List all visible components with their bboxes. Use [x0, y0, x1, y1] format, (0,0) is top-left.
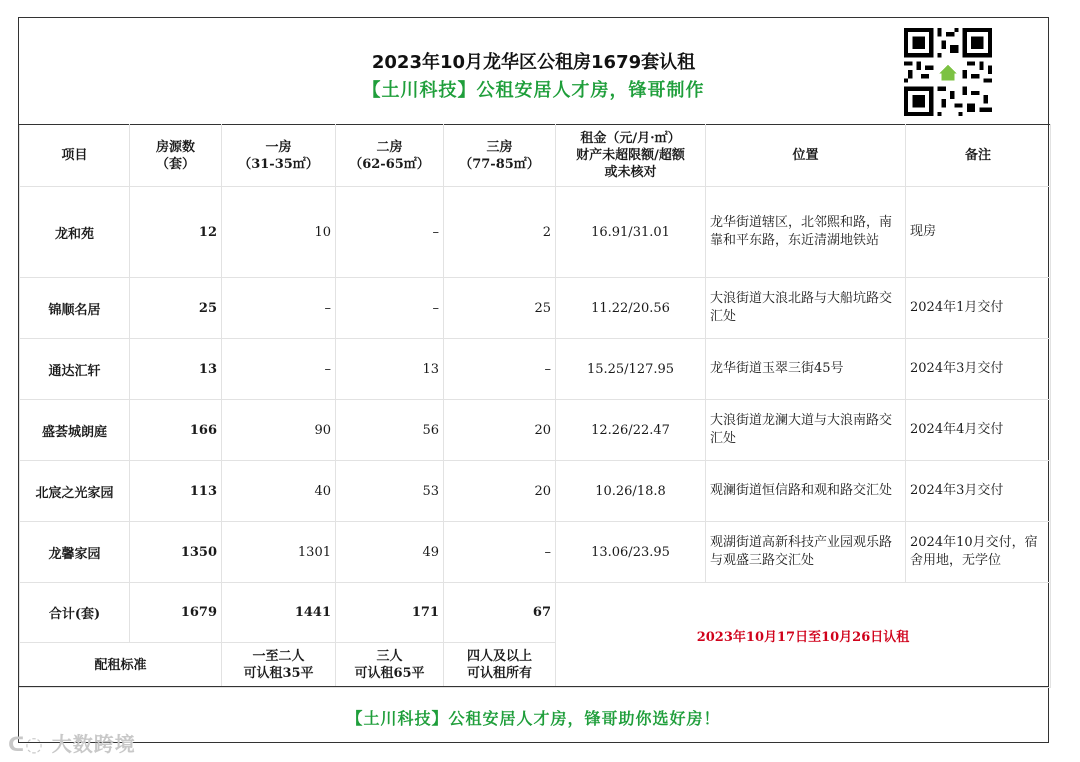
location: 观湖街道高新科技产业园观乐路与观盛三路交汇处: [706, 522, 906, 583]
total-units: 13: [130, 339, 222, 400]
rent-price: 12.26/22.47: [556, 400, 706, 461]
one-room-units: –: [222, 339, 336, 400]
total-label: 合计(套): [20, 583, 130, 643]
project-name: 龙和苑: [20, 187, 130, 278]
table-row: [20, 187, 1051, 278]
footer: [19, 686, 1048, 744]
two-room-units: 56: [336, 400, 444, 461]
rent-price: 10.26/18.8: [556, 461, 706, 522]
three-room-units: 20: [444, 461, 556, 522]
note: 2024年4月交付: [906, 400, 1051, 461]
housing-table: [19, 124, 1051, 688]
total-units: 1679: [130, 583, 222, 643]
two-room-units: –: [336, 187, 444, 278]
three-room-units: 25: [444, 278, 556, 339]
page-subtitle: 【土川科技】公租安居人才房，锋哥制作: [362, 80, 705, 101]
three-room-units: –: [444, 339, 556, 400]
col-header-note: 备注: [906, 125, 1051, 187]
table-row: [20, 461, 1051, 522]
location: 观澜街道恒信路和观和路交汇处: [706, 461, 906, 522]
total-units: 25: [130, 278, 222, 339]
one-room-units: 10: [222, 187, 336, 278]
note: 2024年3月交付: [906, 339, 1051, 400]
subscription-period: 2023年10月17日至10月26日认租: [556, 583, 1051, 688]
col-header-two-room: 二房 （62-65㎡）: [336, 125, 444, 187]
one-room-units: 40: [222, 461, 336, 522]
two-room-units: 49: [336, 522, 444, 583]
standard-three: 四人及以上 可认租所有: [444, 643, 556, 688]
qr-code-icon: [904, 28, 992, 116]
two-room-units: 53: [336, 461, 444, 522]
page-title: 2023年10月龙华区公租房1679套认租: [371, 52, 696, 73]
project-name: 龙馨家园: [20, 522, 130, 583]
document-frame: [18, 17, 1049, 743]
project-name: 盛荟城朗庭: [20, 400, 130, 461]
one-room-units: 1301: [222, 522, 336, 583]
table-row: [20, 339, 1051, 400]
note: 2024年1月交付: [906, 278, 1051, 339]
total-units: 113: [130, 461, 222, 522]
two-room-units: –: [336, 278, 444, 339]
watermark: [8, 728, 136, 757]
two-room-total: 171: [336, 583, 444, 643]
standard-label: 配租标准: [20, 643, 222, 688]
two-room-units: 13: [336, 339, 444, 400]
col-header-one-room: 一房 （31-35㎡）: [222, 125, 336, 187]
three-room-units: –: [444, 522, 556, 583]
table-header-row: [20, 125, 1051, 187]
col-header-rent: 租金（元/月·㎡） 财产未超限额/超额 或未核对: [556, 125, 706, 187]
total-units: 1350: [130, 522, 222, 583]
three-room-total: 67: [444, 583, 556, 643]
total-units: 166: [130, 400, 222, 461]
rent-price: 11.22/20.56: [556, 278, 706, 339]
col-header-project: 项目: [20, 125, 130, 187]
rent-price: 16.91/31.01: [556, 187, 706, 278]
col-header-total: 房源数 （套）: [130, 125, 222, 187]
location: 大浪街道龙澜大道与大浪南路交汇处: [706, 400, 906, 461]
watermark-logo-icon: ᑕ◌: [8, 732, 52, 756]
total-units: 12: [130, 187, 222, 278]
note: 2024年10月交付，宿舍用地，无学位: [906, 522, 1051, 583]
rent-price: 15.25/127.95: [556, 339, 706, 400]
rent-price: 13.06/23.95: [556, 522, 706, 583]
project-name: 北宸之光家园: [20, 461, 130, 522]
location: 大浪街道大浪北路与大船坑路交汇处: [706, 278, 906, 339]
table-row: [20, 522, 1051, 583]
note: 2024年3月交付: [906, 461, 1051, 522]
note: 现房: [906, 187, 1051, 278]
col-header-location: 位置: [706, 125, 906, 187]
table-row: [20, 278, 1051, 339]
one-room-units: –: [222, 278, 336, 339]
project-name: 锦顺名居: [20, 278, 130, 339]
col-header-three-room: 三房 （77-85㎡）: [444, 125, 556, 187]
one-room-units: 90: [222, 400, 336, 461]
location: 龙华街道辖区，北邻熙和路，南靠和平东路，东近清湖地铁站: [706, 187, 906, 278]
one-room-total: 1441: [222, 583, 336, 643]
three-room-units: 2: [444, 187, 556, 278]
three-room-units: 20: [444, 400, 556, 461]
standard-one: 一至二人 可认租35平: [222, 643, 336, 688]
header: [19, 18, 1048, 124]
watermark-text: 大数跨境: [51, 732, 136, 756]
total-row: [20, 583, 1051, 643]
table-row: [20, 400, 1051, 461]
footer-slogan: 【土川科技】公租安居人才房，锋哥助你选好房！: [346, 709, 721, 728]
location: 龙华街道玉翠三街45号: [706, 339, 906, 400]
project-name: 通达汇轩: [20, 339, 130, 400]
standard-two: 三人 可认租65平: [336, 643, 444, 688]
